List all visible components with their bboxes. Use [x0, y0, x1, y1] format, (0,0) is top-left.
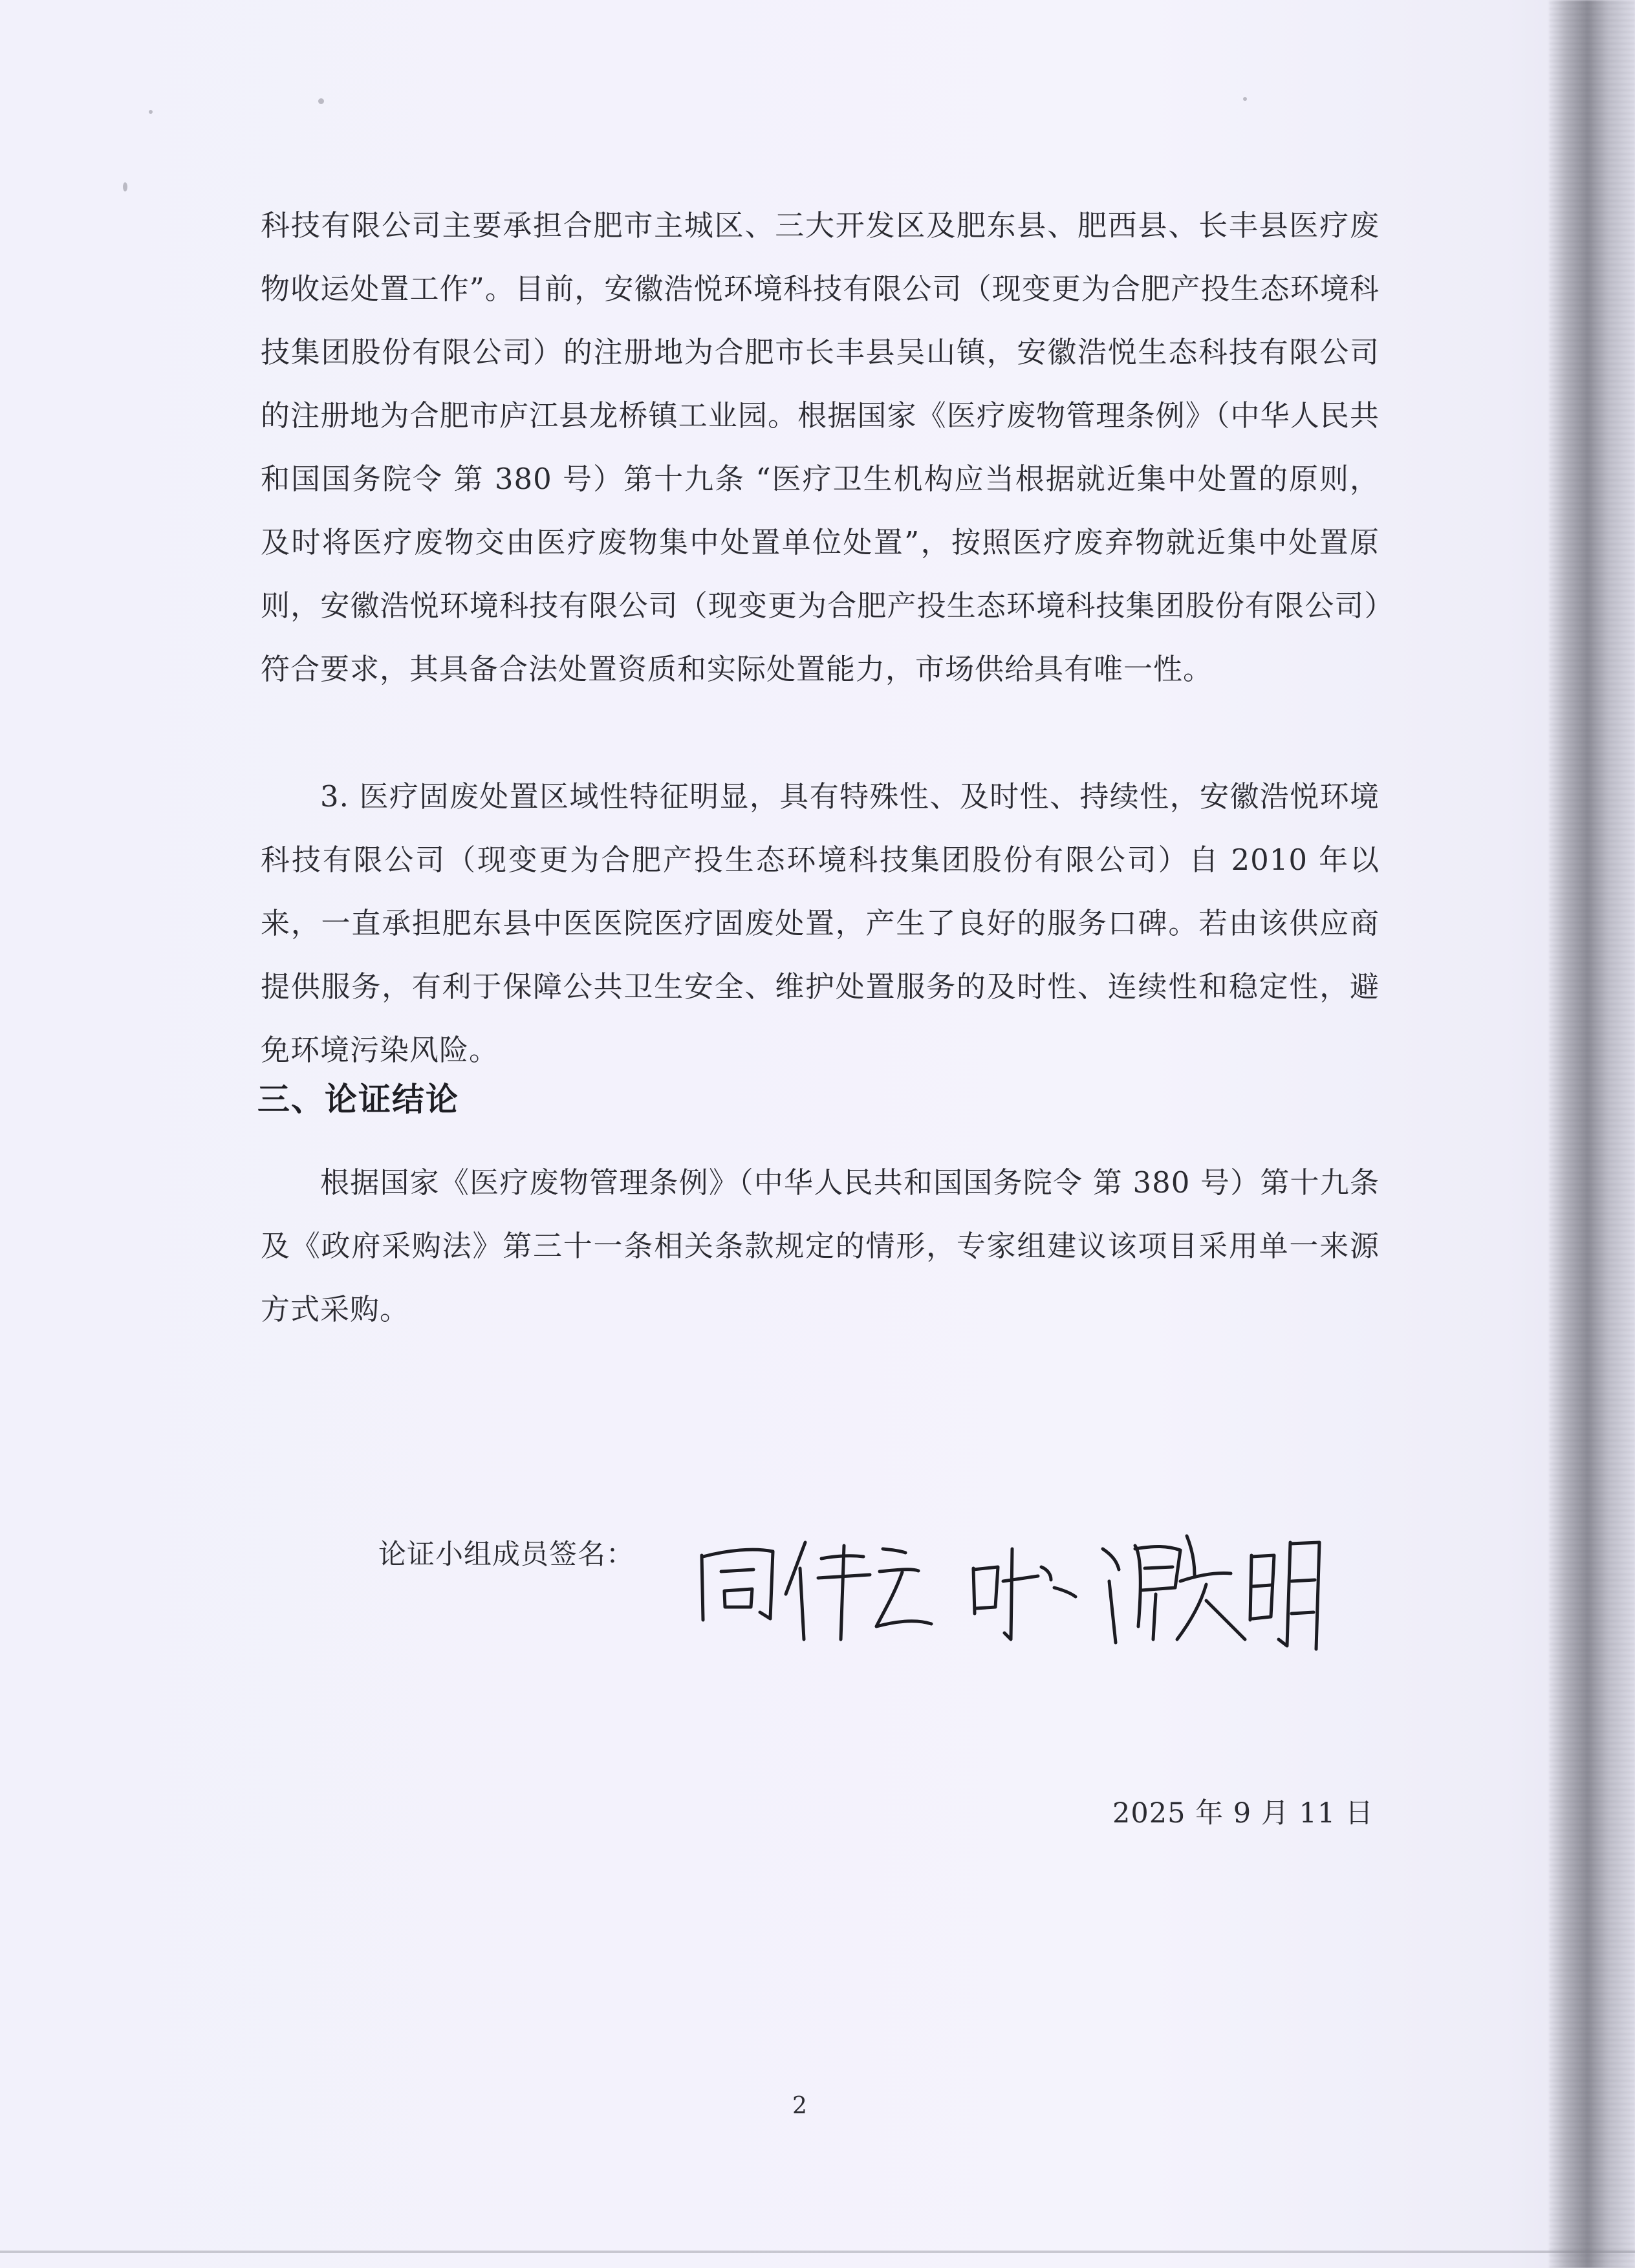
scan-edge-shadow — [1549, 0, 1635, 2268]
paragraph-text: 根据国家《医疗废物管理条例》（中华人民共和国国务院令 第 380 号）第十九条及《政府采购法》第三十一条相关条款规定的情形，专家组建议该项目采用单一来源方式采购。 — [261, 1165, 1380, 1326]
body-paragraph-1 — [261, 194, 1380, 701]
handwritten-signatures — [689, 1510, 1342, 1659]
section-heading: 三、论证结论 — [257, 1081, 459, 1118]
signature-3 — [1103, 1536, 1319, 1649]
scan-speck — [149, 110, 153, 114]
page-number: 2 — [792, 2093, 807, 2119]
scan-speck — [123, 182, 127, 191]
body-paragraph-3 — [261, 1151, 1380, 1341]
paragraph-text: 科技有限公司主要承担合肥市主城区、三大开发区及肥东县、肥西县、长丰县医疗废物收运处置工作”。目前，安徽浩悦环境科技有限公司（现变更为合肥产投生态环境科技集团股份有限公司）的注册地为合肥市长丰县吴山镇，安徽浩悦生态科技有限公司的注册地为合肥市庐江县龙桥镇工业园。根据国家《医疗废物管理条例》（中华人民共和国国务院令 第 380 号）第十九条 “医疗卫生机构应当根据就近集中处置的原则，及时将医疗废物交由医疗废物集中处置单位处置”，按照医疗废弃物就近集中处置原则，安徽浩悦环境科技有限公司（现变更为合肥产投生态环境科技集团股份有限公司）符合要求，其具备合法处置资质和实际处置能力，市场供给具有唯一性。 — [261, 208, 1380, 686]
scan-speck — [1243, 97, 1247, 101]
document-date: 2025 年 9 月 11 日 — [1112, 1797, 1374, 1830]
signature-1 — [702, 1542, 931, 1639]
scan-speck — [318, 98, 324, 104]
signature-label: 论证小组成员签名： — [378, 1539, 634, 1571]
paragraph-text: 3. 医疗固废处置区域性特征明显，具有特殊性、及时性、持续性，安徽浩悦环境科技有限公司（现变更为合肥产投生态环境科技集团股份有限公司）自 2010 年以来，一直承担肥东县中医医院医疗固废处置，产生了良好的服务口碑。若由该供应商提供服务，有利于保障公共卫生安全、维护处置服务的及时性、连续性和稳定性，避免环境污染风险。 — [261, 779, 1380, 1067]
signature-2 — [973, 1549, 1076, 1639]
body-paragraph-2 — [261, 765, 1380, 1082]
scan-bottom-edge — [0, 2251, 1635, 2253]
